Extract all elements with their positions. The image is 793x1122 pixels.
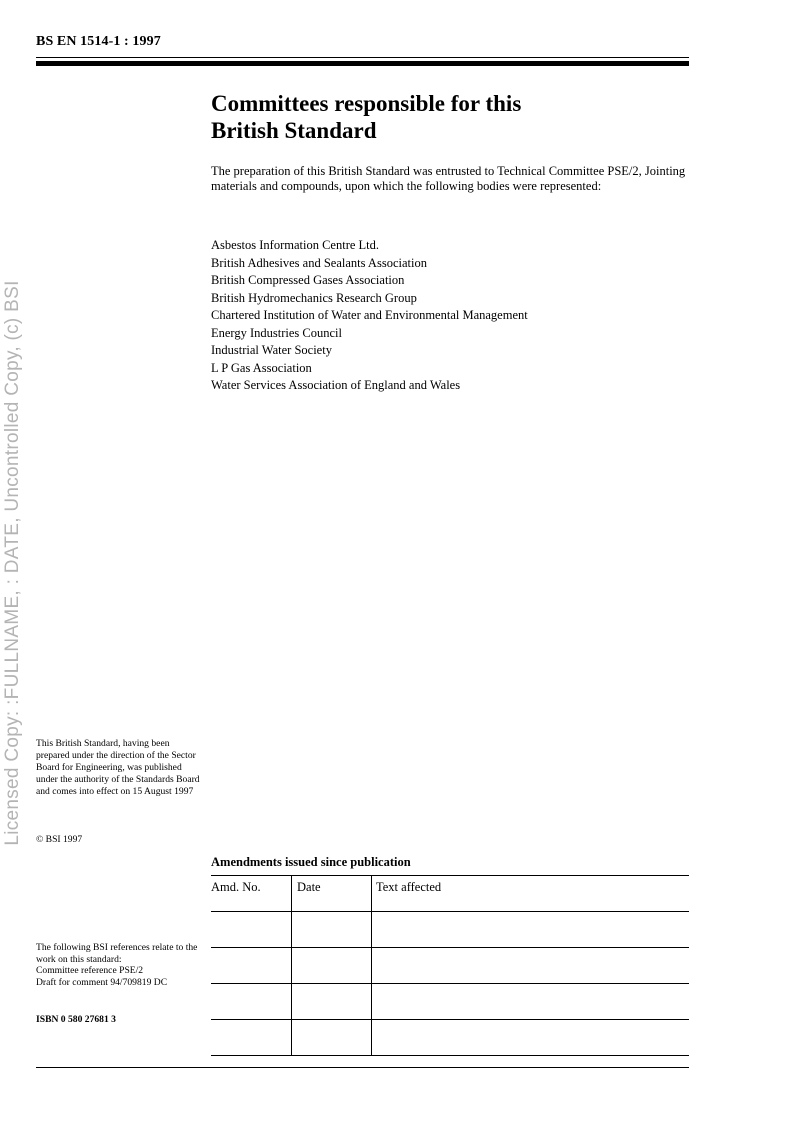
list-item: Asbestos Information Centre Ltd. [211, 238, 380, 252]
list-item: Water Services Association of England and Wales [211, 378, 461, 392]
table-row [211, 984, 689, 1020]
column-header-amd-no: Amd. No. [211, 876, 292, 912]
list-item: L P Gas Association [211, 360, 312, 375]
column-header-date: Date [292, 876, 372, 912]
table-cell [292, 948, 372, 984]
table-cell [292, 984, 372, 1020]
header-rule-thick [36, 61, 689, 66]
table-cell [211, 948, 292, 984]
intro-paragraph: The preparation of this British Standard was entrusted to Technical Committee PSE/2, Jointing materials and compounds, upon which the following bodies were represented: [211, 164, 686, 193]
isbn: ISBN 0 580 27681 3 [36, 1014, 116, 1025]
refs-intro: The following BSI references relate to the work on this standard: [36, 942, 198, 965]
committee-bodies-list [211, 237, 689, 395]
table-header-row [211, 876, 689, 912]
list-item: Energy Industries Council [211, 325, 342, 340]
page-title [211, 90, 671, 144]
table-cell [211, 1020, 292, 1056]
list-item: Industrial Water Society [211, 343, 332, 357]
amendments-title: Amendments issued since publication [211, 855, 411, 869]
table-cell [292, 912, 372, 948]
list-item: British Compressed Gases Association [211, 273, 405, 287]
draft-reference: Draft for comment 94/709819 DC [36, 976, 168, 988]
table-cell [211, 984, 292, 1020]
title-line-1: Committees responsible for this [211, 91, 522, 116]
table-row [211, 912, 689, 948]
list-item: British Hydromechanics Research Group [211, 290, 417, 305]
committee-reference: Committee reference PSE/2 [36, 965, 144, 977]
license-watermark: Licensed Copy: :FULLNAME, : DATE, Uncontrolled Copy, (c) BSI [2, 280, 23, 846]
table-cell [211, 912, 292, 948]
table-row [211, 1020, 689, 1056]
document-id: BS EN 1514-1 : 1997 [36, 34, 161, 49]
table-cell [372, 912, 690, 948]
table-cell [372, 984, 690, 1020]
amendments-table [211, 875, 689, 1056]
footer-rule [36, 1067, 689, 1068]
list-item: Chartered Institution of Water and Environmental Management [211, 308, 528, 322]
header-rule-thin [36, 57, 689, 58]
table-cell [372, 1020, 690, 1056]
publication-note: This British Standard, having been prepared under the direction of the Sector Board for Engineering, was published under the authority of the Standards Board and comes into effect on 15 August 1997 [36, 738, 200, 797]
table-cell [372, 948, 690, 984]
bsi-references-note [36, 942, 206, 988]
copyright-notice: © BSI 1997 [36, 834, 83, 845]
title-line-2: British Standard [211, 118, 377, 143]
table-row [211, 948, 689, 984]
list-item: British Adhesives and Sealants Association [211, 255, 427, 270]
table-cell [292, 1020, 372, 1056]
column-header-text-affected: Text affected [372, 876, 690, 912]
